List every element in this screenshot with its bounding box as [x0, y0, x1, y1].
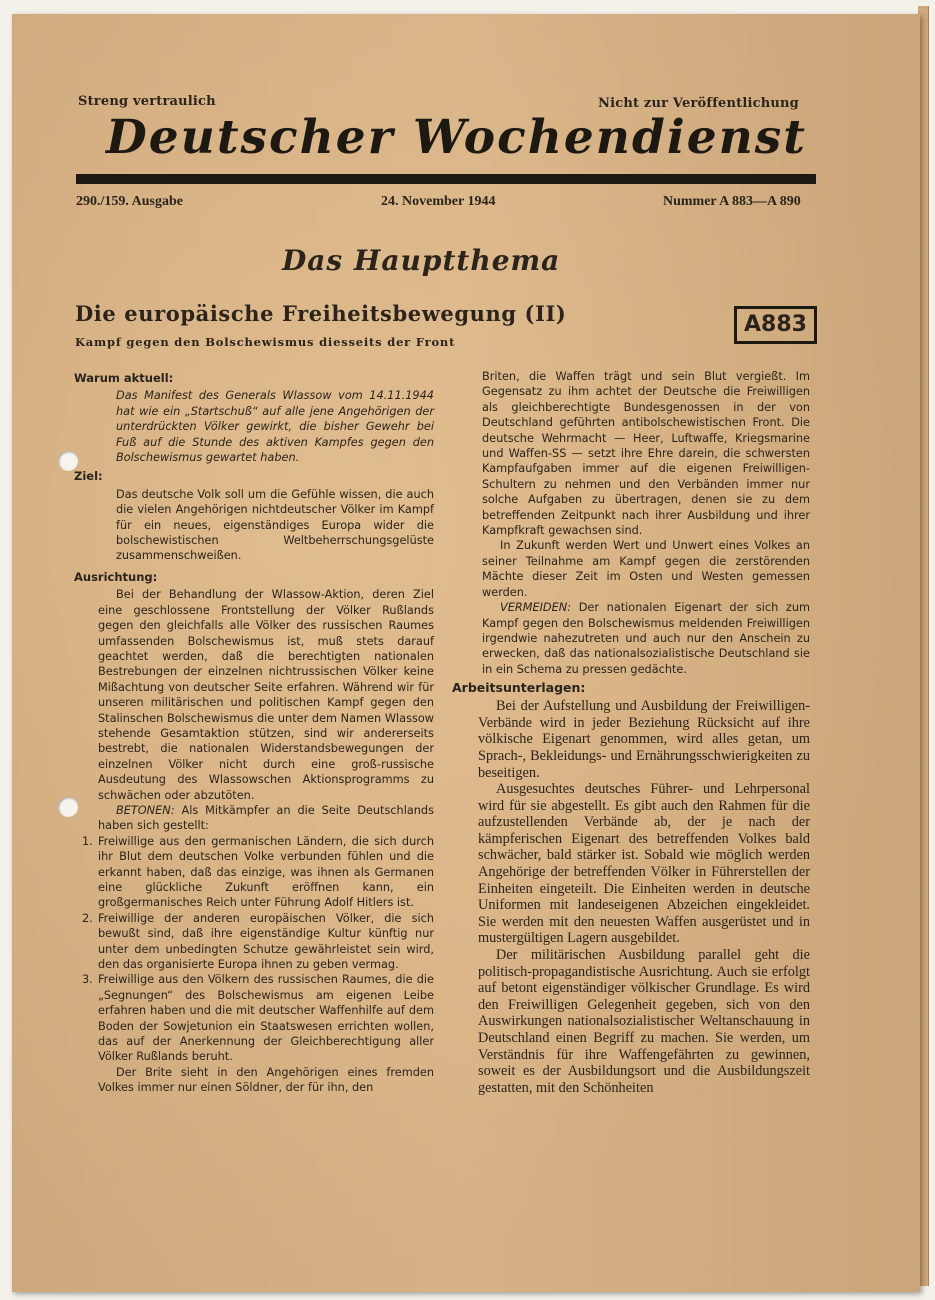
- article-headline: Die europäische Freiheitsbewegung (II): [75, 301, 567, 326]
- issue-number: 290./159. Ausgabe: [76, 194, 183, 209]
- arbeit-paragraph-3: Der militärischen Ausbildung parallel geht die politisch-propagandistische Ausrichtung. Auch sie erfolgt auf betont eigenständiger völkischer Grundlage. Es wird den Freiwilligen Gelegenheit gegeben, sich von den Auswirkungen nationalsozialistischer Weltanschauung in Deutschland einen Begriff zu machen. Sie werden, um Verständnis für ihre Waffengefährten zu gewinnen, soweit es der Ausbildungsort und die Ausbildungszeit gestatten, mit den Schönheiten: [478, 947, 810, 1096]
- arbeit-paragraph-2: Ausgesuchtes deutsches Führer- und Lehrpersonal wird für sie abgestellt. Es gibt auch den Rahmen für die aufzustellenden Verbände ab, der je nach der kämpferischen Eigenart des betreffenden Volkes bald schwächer, bald stärker ist. Sobald wie möglich werden Angehörige der betreffenden Völker in Führerstellen der Einheiten eingeteilt. Die Einheiten werden in deutsche Uniformen mit landeseigenen Abzeichen eingekleidet. Sie werden mit den neuesten Waffen ausgerüstet und in mustergültigen Lagern ausgebildet.: [478, 781, 810, 947]
- newsletter-page: [12, 14, 920, 1292]
- left-column: [74, 369, 434, 1096]
- col2-paragraph-1: Briten, die Waffen trägt und sein Blut vergießt. Im Gegensatz zu ihm achtet der Deutsche die Freiwilligen als gleichberechtigte Bundesgenossen in der von Deutschland geführten antibolschewistischen Front. Die deutsche Wehrmacht — Heer, Luftwaffe, Kriegsmarine und Waffen-SS — setzt ihre Ehre darein, die schwersten Kampfaufgaben immer auf die eigenen Freiwilligen-Schultern zu nehmen und den Verbänden immer nur solche Aufgaben zu übertragen, denen sie zu dem betreffenden Zeitpunkt nach ihrer Ausbildung und ihrer Kampfkraft gewachsen sind.: [482, 370, 810, 538]
- vermeiden-paragraph: [482, 600, 810, 677]
- ausrichtung-text: Bei der Behandlung der Wlassow-Aktion, deren Ziel eine geschlossene Frontstellung der Völker Rußlands gegen den gleichfalls alle Völker des russischen Raumes umfassenden Bolschewismus ist, muß stets darauf geachtet werden, daß die berechtigten nationalen Bestrebungen der einzelnen nichtrussischen Völker keine Mißachtung von deutscher Seite erfahren. Während wir für unseren militärischen und politischen Kampf gegen den Stalinschen Bolschewismus die unter dem Namen Wlassow stehende Gesamtaktion stützen, sind wir andererseits bestrebt, die nationalen Widerstandsbewegungen der einzelnen Völker nicht durch eine groß-russische Ausdeutung des Wlassowschen Aktionsprogramms zu schwächen oder abzutöten.: [98, 588, 434, 802]
- article-code-box: A883: [734, 306, 817, 344]
- warum-heading: Warum aktuell:: [74, 371, 174, 385]
- betonen-paragraph: [74, 803, 434, 834]
- arbeitsunterlagen-heading: Arbeitsunterlagen:: [452, 680, 586, 696]
- right-column: [452, 369, 810, 1096]
- masthead-rule: [76, 174, 816, 184]
- list-item: 1. Freiwillige aus den germanischen Ländern, die sich durch ihr Blut dem deutschen Volke verbunden fühlen und die erkannt haben, daß das einzige, was ihnen als Germanen eine glückliche Zukunft eröffnen kann, ein großgermanisches Reich unter Führung Adolf Hitlers ist.: [82, 834, 434, 910]
- col2-paragraph-2: In Zukunft werden Wert und Unwert eines Volkes an seiner Teilnahme am Kampf gegen die zerstörenden Mächte dieser Zeit im Osten und Westen gemessen werden.: [482, 539, 810, 599]
- list-item: 2. Freiwillige der anderen europäischen Völker, die sich bewußt sind, daß ihre eigenständige Kultur künftig nur unter dem unbedingten Schutze gewährleistet sein wird, den das organisierte Europa ihnen zu geben vermag.: [82, 911, 434, 972]
- brite-text: Der Brite sieht in den Angehörigen eines fremden Volkes immer nur einen Söldner, der für ihn, den: [98, 1065, 434, 1095]
- masthead-title: Deutscher Wochendienst: [106, 110, 807, 165]
- vermeiden-text: Der nationalen Eigenart der sich zum Kampf gegen den Bolschewismus meldenden Freiwilligen irgendwie nahezutreten und auch nur den Anschein zu erwecken, daß das nationalsozialistische Deutschland sie in ein Schema zu pressen gedächte.: [482, 601, 811, 676]
- document-number: Nummer A 883—A 890: [663, 194, 801, 209]
- arbeit-paragraph-1: Bei der Aufstellung und Ausbildung der Freiwilligen-Verbände wird in jeder Beziehung Rücksicht auf ihre völkische Eigenart genommen, wird alles getan, um Sprach-, Bekleidungs- und Ernährungsschwierigkeiten zu beseitigen.: [478, 698, 810, 781]
- list-item: 3. Freiwillige aus den Völkern des russischen Raumes, die die „Segnungen“ des Bolschewismus am eigenen Leibe erfahren haben und die mit deutscher Waffenhilfe auf dem Boden der Sowjetunion ein Staatswesen errichten wollen, das auf der Anerkennung der Gleichberechtigung aller Völker Rußlands beruht.: [82, 973, 434, 1064]
- vermeiden-label: VERMEIDEN:: [500, 601, 572, 615]
- issue-date: 24. November 1944: [381, 194, 496, 209]
- confidential-note: Streng vertraulich: [78, 94, 216, 109]
- publication-note: Nicht zur Veröffentlichung: [598, 96, 799, 111]
- volunteer-list: [74, 834, 434, 1065]
- betonen-text: Als Mitkämpfer an die Seite Deutschlands haben sich gestellt:: [98, 803, 434, 833]
- ziel-heading: Ziel:: [74, 469, 103, 484]
- ausrichtung-heading: Ausrichtung:: [74, 569, 158, 584]
- betonen-label: BETONEN:: [116, 803, 175, 817]
- ziel-text: Das deutsche Volk soll um die Gefühle wissen, die auch die vielen Angehörigen nichtdeutscher Völker im Kampf für ein neues, eigenständiges Europa wider die bolschewistischen Weltbeherrschungsgelüste zusammenschweißen.: [116, 487, 434, 563]
- theme-title: Das Hauptthema: [282, 244, 561, 277]
- warum-text: Das Manifest des Generals Wlassow vom 14.11.1944 hat wie ein „Startschuß“ auf alle jene Angehörigen der unterdrückten Völker gewirkt, die bisher Gewehr bei Fuß auf die Stunde des aktiven Kampfes gegen den Bolschewismus gewartet haben.: [116, 389, 434, 465]
- article-subheadline: Kampf gegen den Bolschewismus diesseits der Front: [75, 335, 456, 349]
